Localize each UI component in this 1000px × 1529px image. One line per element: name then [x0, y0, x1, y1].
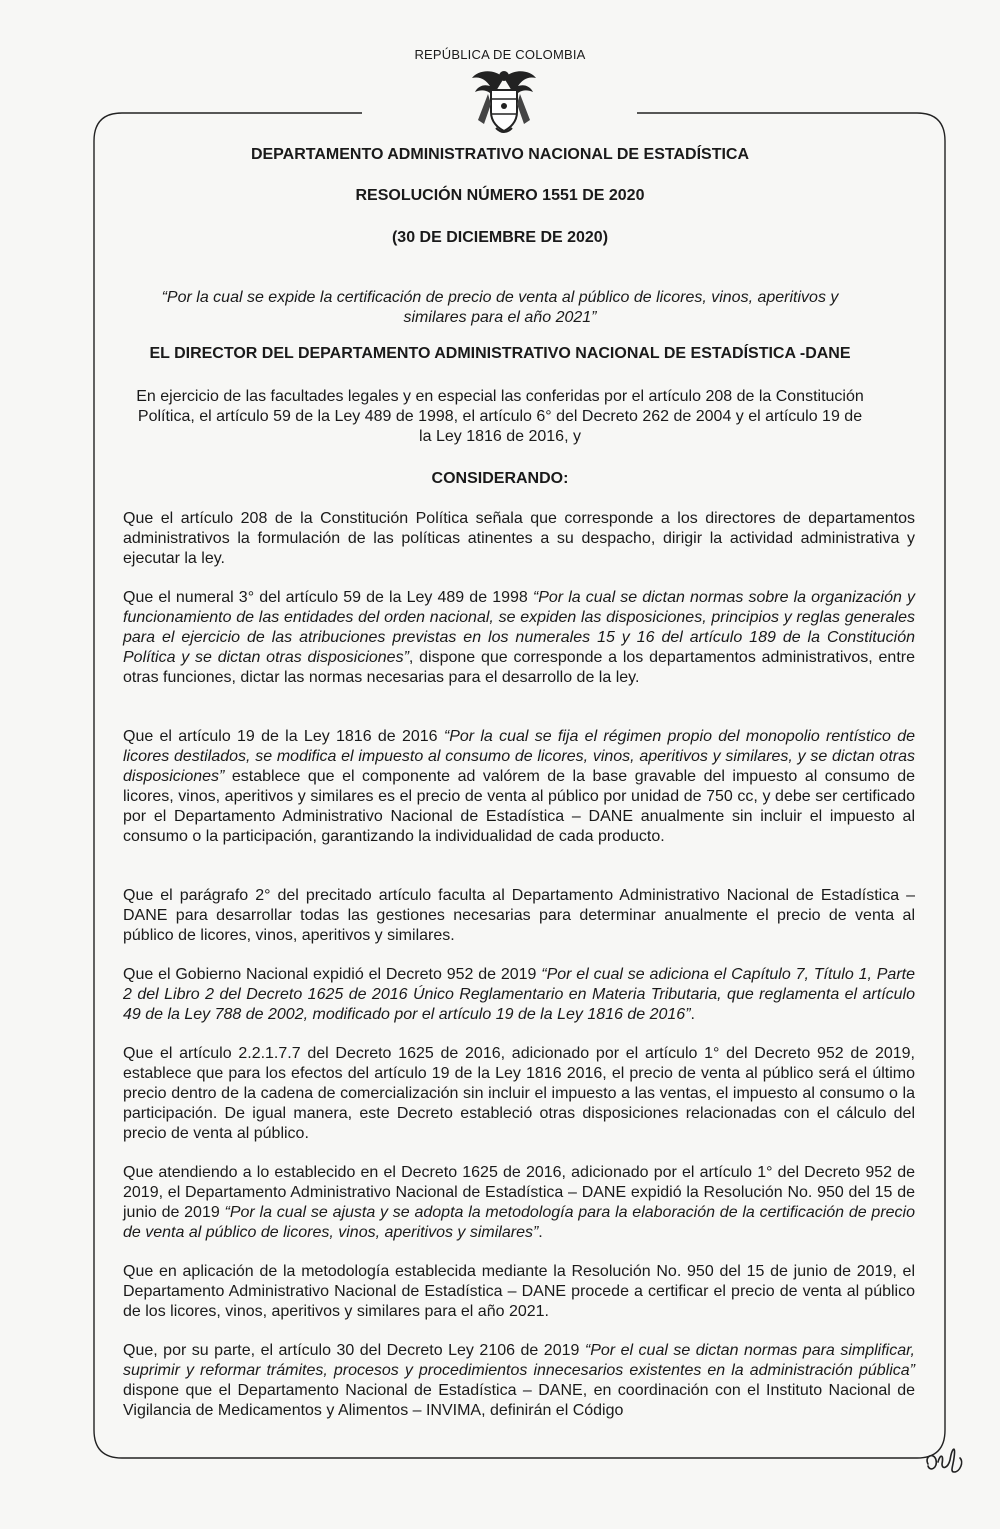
considerando-heading: CONSIDERANDO:: [431, 470, 569, 487]
considerando-paragraph: Que en aplicación de la metodología establecida mediante la Resolución No. 950 del 15 de junio de 2019, el Departamento Administrativo Nacional de Estadística – DANE procede a certificar el precio de venta al público de los licores, vinos, aperitivos y similares para el año 2021.: [123, 1263, 915, 1320]
republic-header: REPÚBLICA DE COLOMBIA: [414, 47, 586, 62]
initials-signature: [920, 1440, 980, 1480]
agency-title: DEPARTAMENTO ADMINISTRATIVO NACIONAL DE ESTADÍSTICA: [250, 146, 750, 163]
considerando-paragraph: Que el Gobierno Nacional expidió el Decreto 952 de 2019 “Por el cual se adiciona el Capítulo 7, Título 1, Parte 2 del Libro 2 del Decreto 1625 de 2016 Único Reglamentario en Materia Tributaria, que reglamenta el artículo 49 de la Ley 788 de 2002, modificado por el artículo 19 de la Ley 1816 de 2016”.: [123, 966, 915, 1023]
issuer-title: EL DIRECTOR DEL DEPARTAMENTO ADMINISTRATIVO NACIONAL DE ESTADÍSTICA -DANE: [149, 345, 851, 362]
considerando-paragraph: Que atendiendo a lo establecido en el Decreto 1625 de 2016, adicionado por el artículo 1° del Decreto 952 de 2019, el Departamento Administrativo Nacional de Estadística – DANE expidió la Resolución No. 950 del 15 de junio de 2019 “Por la cual se ajusta y se adopta la metodología para la elaboración de la certificación de precio de venta al público de licores, vinos, aperitivos y similares”.: [123, 1164, 916, 1241]
considerando-paragraph: Que el artículo 208 de la Constitución Política señala que corresponde a los directores de departamentos administrativos la formulación de las políticas atinentes a su despacho, dirigir la actividad administrativa y ejecutar la ley.: [123, 510, 915, 567]
resolution-date: (30 DE DICIEMBRE DE 2020): [391, 229, 609, 246]
considerando-paragraph: Que el artículo 19 de la Ley 1816 de 2016 “Por la cual se fija el régimen propio del monopolio rentístico de licores destilados, se modifica el impuesto al consumo de licores, vinos, aperitivos y similares, y se dictan otras disposiciones” establece que el componente ad valórem de la base gravable del impuesto al consumo de licores, vinos, aperitivos y similares es el precio de venta al público por unidad de 750 cc, y debe ser certificado por el Departamento Administrativo Nacional de Estadística – DANE anualmente sin incluir el impuesto al consumo o la participación, garantizando la individualidad de cada producto.: [123, 728, 916, 845]
considerando-paragraph: Que el numeral 3° del artículo 59 de la Ley 489 de 1998 “Por la cual se dictan normas sobre la organización y funcionamiento de las entidades del orden nacional, se expiden las disposiciones, principios y reglas generales para el ejercicio de las atribuciones previstas en los numerales 15 y 16 del artículo 189 de la Constitución Política y se dictan otras disposiciones”, dispone que corresponde a los departamentos administrativos, entre otras funciones, dictar las normas necesarias para el desarrollo de la ley.: [123, 589, 915, 686]
resolution-number: RESOLUCIÓN NÚMERO 1551 DE 2020: [355, 187, 645, 204]
intro-paragraph: En ejercicio de las facultades legales y en especial las conferidas por el artículo 208 de la Constitución Política, el artículo 59 de la Ley 489 de 1998, el artículo 6° del Decreto 262 de 2004 y el artículo 19 de la Ley 1816 de 2016, y: [136, 388, 864, 445]
considerando-paragraph: Que el parágrafo 2° del precitado artículo faculta al Departamento Administrativo Nacional de Estadística – DANE para desarrollar todas las gestiones necesarias para determinar anualmente el precio de venta al público de licores, vinos, aperitivos y similares.: [123, 887, 915, 944]
considerando-paragraph: Que, por su parte, el artículo 30 del Decreto Ley 2106 de 2019 “Por el cual se dictan normas para simplificar, suprimir y reformar trámites, procesos y procedimientos innecesarios existentes en la administración pública” dispone que el Departamento Nacional de Estadística – DANE, en coordinación con el Instituto Nacional de Vigilancia de Medicamentos y Alimentos – INVIMA, definirán el Código: [123, 1342, 916, 1419]
considerando-paragraph: Que el artículo 2.2.1.7.7 del Decreto 1625 de 2016, adicionado por el artículo 1° del Decreto 952 de 2019, establece que para los efectos del artículo 19 de la Ley 1816 2016, el precio de venta al público será el último precio dentro de la cadena de comercialización sin incluir el impuesto a las ventas, el impuesto al consumo o la participación. De igual manera, este Decreto estableció otras disposiciones relacionadas con el cálculo del precio de venta al público.: [123, 1045, 915, 1142]
resolution-subject: “Por la cual se expide la certificación de precio de venta al público de licores, vinos, aperitivos y similares para el año 2021”: [161, 289, 839, 326]
